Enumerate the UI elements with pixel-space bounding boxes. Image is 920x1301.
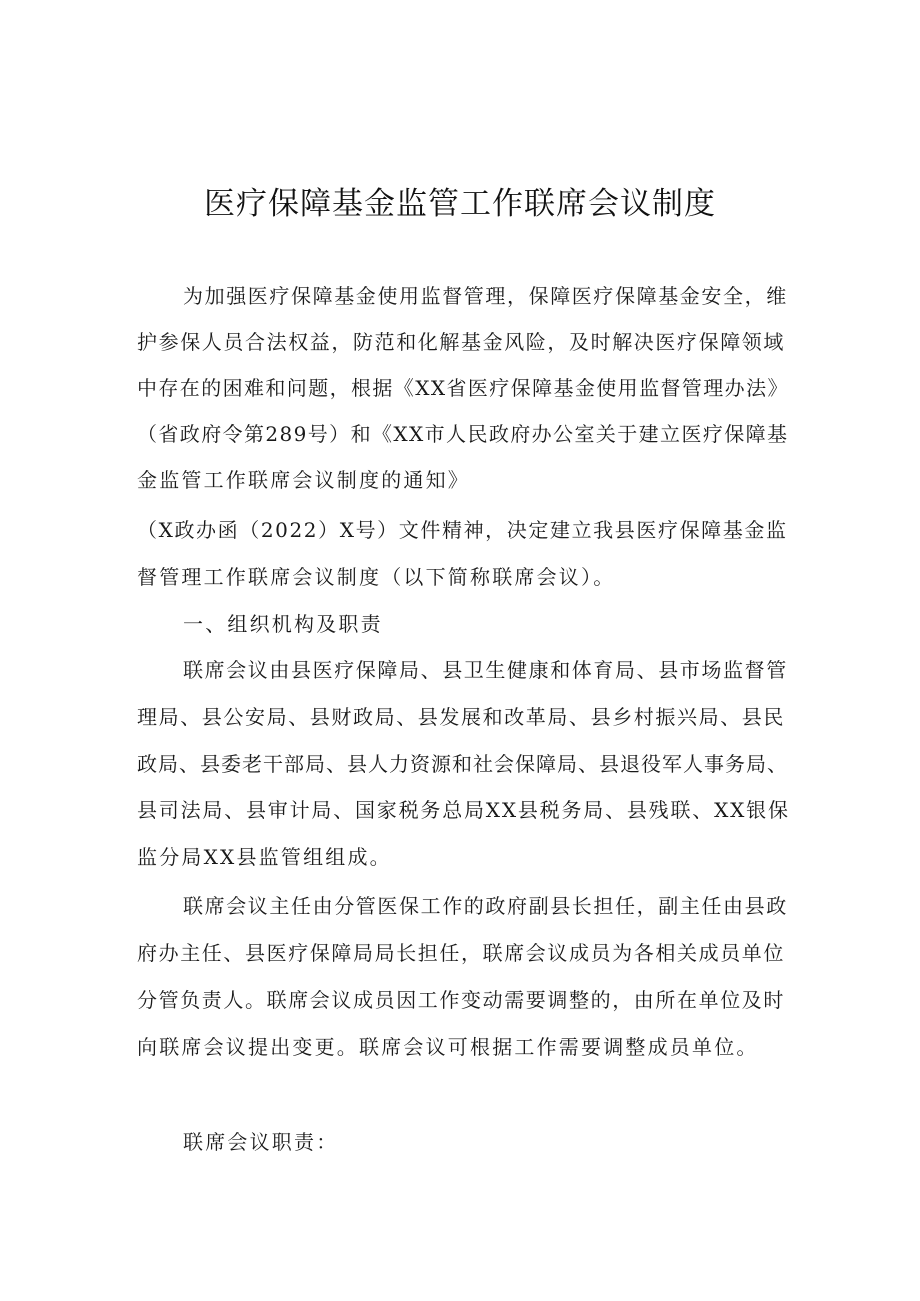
document-title: 医疗保障基金监管工作联席会议制度 (204, 186, 716, 222)
section-heading-1: 一、组织机构及职责 (183, 612, 383, 636)
paragraph-2-line-5: 监分局XX县监管组组成。 (137, 845, 392, 869)
paragraph-3-line-1: 联席会议主任由分管医保工作的政府副县长担任，副主任由县政 (183, 894, 788, 918)
paragraph-2-line-2: 理局、县公安局、县财政局、县发展和改革局、县乡村振兴局、县民 (137, 705, 785, 729)
paragraph-1-line-5: 金监管工作联席会议制度的通知》 (137, 468, 470, 492)
paragraph-1-line-2: 护参保人员合法权益，防范和化解基金风险，及时解决医疗保障领域 (137, 330, 785, 354)
paragraph-3-line-3: 分管负责人。联席会议成员因工作变动需要调整的，由所在单位及时 (137, 988, 785, 1012)
paragraph-3-line-2: 府办主任、县医疗保障局局长担任，联席会议成员为各相关成员单位 (137, 941, 785, 965)
paragraph-2-line-4: 县司法局、县审计局、国家税务总局XX县税务局、县残联、XX银保 (137, 798, 790, 822)
section-subheading: 联席会议职责： (183, 1130, 339, 1154)
paragraph-1-line-3: 中存在的困难和问题，根据《XX省医疗保障基金使用监督管理办法》 (137, 376, 789, 400)
paragraph-2-line-1: 联席会议由县医疗保障局、县卫生健康和体育局、县市场监督管 (183, 658, 788, 682)
paragraph-3-line-4: 向联席会议提出变更。联席会议可根据工作需要调整成员单位。 (137, 1035, 759, 1059)
paragraph-2-line-3: 政局、县委老干部局、县人力资源和社会保障局、县退役军人事务局、 (137, 752, 788, 776)
paragraph-1-line-7: 督管理工作联席会议制度（以下简称联席会议）。 (137, 565, 616, 589)
paragraph-1-line-4: （省政府令第289号）和《XX市人民政府办公室关于建立医疗保障基 (137, 422, 789, 446)
paragraph-1-line-1: 为加强医疗保障基金使用监督管理，保障医疗保障基金安全，维 (183, 284, 788, 308)
paragraph-1-line-6: （X政办函（2022）X号）文件精神，决定建立我县医疗保障基金监 (137, 518, 788, 542)
